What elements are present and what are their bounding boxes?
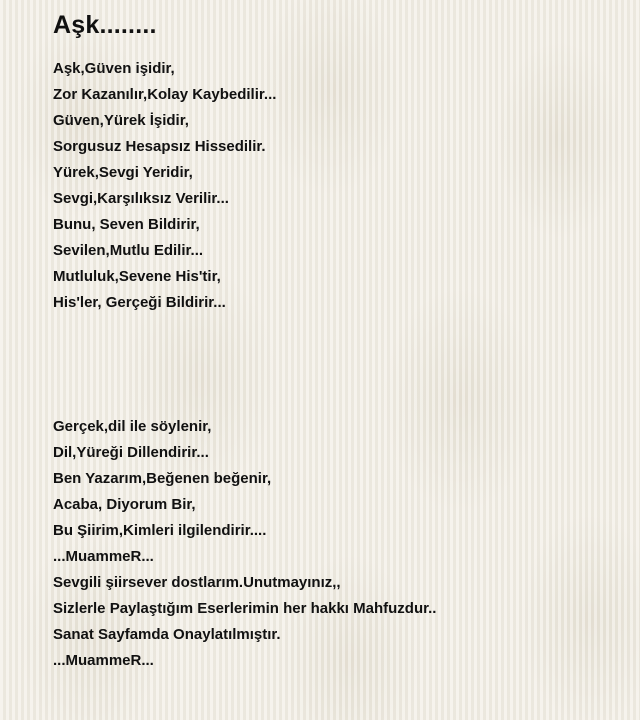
poem-line: Gerçek,dil ile söylenir, [53,418,212,435]
poem-line: Sevilen,Mutlu Edilir... [53,242,204,259]
copyright-line: Sevgili şiirsever dostlarım.Unutmayınız,, [53,574,341,591]
copyright-line: Sanat Sayfamda Onaylatılmıştır. [53,626,281,643]
stanza-2 [53,414,613,674]
poem-line: Sorgusuz Hesapsız Hissedilir. [53,138,266,155]
copyright-line: Sizlerle Paylaştığım Eserlerimin her hakkı Mahfuzdur.. [53,600,437,617]
poem-line: Zor Kazanılır,Kolay Kaybedilir... [53,86,277,103]
poem-line: Sevgi,Karşılıksız Verilir... [53,190,229,207]
signature-line: ...MuammeR... [53,548,154,565]
poem-line: Aşk,Güven işidir, [53,60,175,77]
poem-title: Aşk........ [53,11,157,39]
poem-container [53,10,613,674]
poem-line: His'ler, Gerçeği Bildirir... [53,294,226,311]
poem-line: Dil,Yüreği Dillendirir... [53,444,209,461]
stanza-gap [53,316,613,414]
poem-line: Yürek,Sevgi Yeridir, [53,164,193,181]
poem-line: Acaba, Diyorum Bir, [53,496,196,513]
stanza-1 [53,56,613,316]
poem-line: Mutluluk,Sevene His'tir, [53,268,221,285]
poem-line: Bunu, Seven Bildirir, [53,216,200,233]
poem-line: Bu Şiirim,Kimleri ilgilendirir.... [53,522,267,539]
signature-line: ...MuammeR... [53,652,154,669]
poem-line: Ben Yazarım,Beğenen beğenir, [53,470,272,487]
poem-line: Güven,Yürek İşidir, [53,112,189,129]
